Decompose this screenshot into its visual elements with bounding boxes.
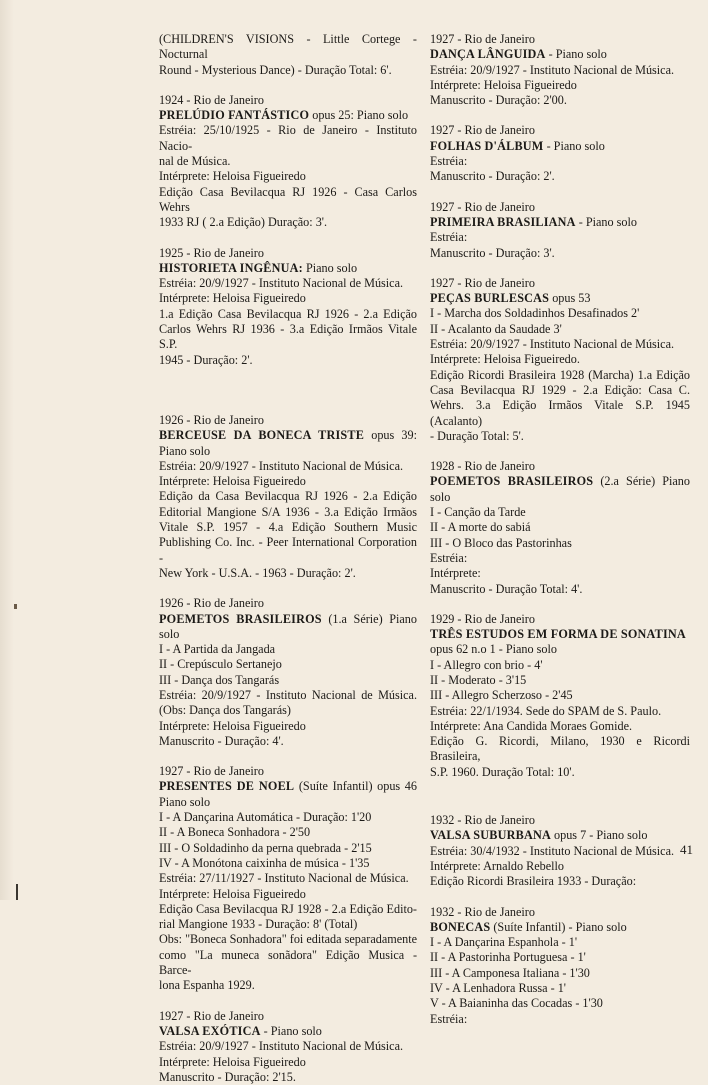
entry-title: TRÊS ESTUDOS EM FORMA DE SONATINA — [430, 627, 686, 642]
entry-detail-line: I - Canção da Tarde — [430, 505, 526, 520]
entry-year-place: 1927 - Rio de Janeiro — [430, 199, 535, 214]
entry-instrumentation: - Piano solo — [575, 214, 637, 229]
entry-instrumentation: (1.a Série) Piano solo — [159, 611, 417, 641]
catalog-entry — [430, 813, 690, 889]
entry-detail-line: 1933 RJ ( 2.a Edição) Duração: 3'. — [159, 215, 328, 230]
catalog-entry — [430, 200, 690, 261]
entry-detail-line: rial Mangione 1933 - Duração: 8' (Total) — [159, 917, 358, 932]
entry-detail-line: Estréia: 20/9/1927 - Instituto Nacional de Música. — [159, 276, 404, 291]
entry-title: PRESENTES DE NOEL — [159, 779, 295, 794]
entry-detail-line: Estréia: — [430, 230, 468, 245]
entry-title: HISTORIETA INGÊNUA: — [159, 260, 303, 275]
catalog-entry — [159, 764, 417, 993]
entry-detail-line: Manuscrito - Duração: 2'00. — [430, 93, 567, 108]
entry-detail-line: Intérprete: — [430, 566, 481, 581]
entry-detail-line: Edição da Casa Bevilacqua RJ 1926 - 2.a Edição — [159, 489, 417, 504]
entry-detail-line: Casa Bevilacqua RJ 1929 - 2.a Edição: Casa C. — [430, 382, 690, 397]
entry-detail-line: lona Espanha 1929. — [159, 978, 255, 993]
entry-detail-line: Edição Casa Bevilacqua RJ 1928 - 2.a Edição Edito- — [159, 901, 417, 916]
entry-detail-line: Intérprete: Heloisa Figueiredo — [159, 169, 306, 184]
entry-detail-line: Estréia: 22/1/1934. Sede do SPAM de S. Paulo. — [430, 703, 662, 718]
entry-heading — [430, 215, 690, 230]
catalog-entry — [159, 32, 417, 78]
entry-heading — [430, 828, 690, 843]
entry-instrumentation: opus 25: Piano solo — [309, 108, 409, 123]
catalog-entry — [159, 1009, 417, 1085]
entry-detail-line: Manuscrito - Duração: 2'. — [430, 169, 555, 184]
entry-instrumentation: (Suíte Infantil) - Piano solo — [490, 919, 627, 934]
entry-year-place: 1932 - Rio de Janeiro — [430, 904, 535, 919]
entry-heading — [159, 261, 417, 276]
entry-title: BERCEUSE DA BONECA TRISTE — [159, 428, 365, 443]
entry-year-place: 1932 - Rio de Janeiro — [430, 813, 535, 828]
entry-heading — [430, 627, 690, 642]
entry-detail-line: Edição Ricordi Brasileira 1933 - Duração: — [430, 874, 637, 889]
entry-detail-line: II - Acalanto da Saudade 3' — [430, 321, 562, 336]
entry-detail-line: V - A Baianinha das Cocadas - 1'30 — [430, 996, 603, 1011]
entry-title: VALSA SUBURBANA — [430, 828, 551, 843]
entry-title: DANÇA LÂNGUIDA — [430, 47, 546, 62]
catalog-entry — [430, 276, 690, 444]
entry-detail-line: - Duração Total: 5'. — [430, 428, 524, 443]
entry-detail-line: Estréia: — [430, 550, 468, 565]
entry-year-place: 1927 - Rio de Janeiro — [430, 275, 535, 290]
catalog-entry — [159, 413, 417, 581]
entry-detail-line: Intérprete: Heloisa Figueiredo — [430, 77, 577, 92]
entry-detail-line: Estréia: 25/10/1925 - Rio de Janeiro - Instituto Nacio- — [159, 123, 417, 153]
catalog-entry — [430, 905, 690, 1027]
entry-detail-line: Intérprete: Heloisa Figueiredo — [159, 291, 306, 306]
left-column — [159, 32, 417, 1085]
entry-detail-line: Manuscrito - Duração Total: 4'. — [430, 581, 583, 596]
entry-detail-line: I - A Dançarina Automática - Duração: 1'20 — [159, 810, 372, 825]
entry-detail-line: I - Marcha dos Soldadinhos Desafinados 2' — [430, 306, 640, 321]
entry-heading — [430, 47, 690, 62]
entry-detail-line: II - A morte do sabiá — [430, 520, 531, 535]
entry-instrumentation: Piano solo — [302, 260, 358, 275]
entry-instrumentation: opus 39: Piano solo — [159, 428, 417, 458]
entry-heading — [159, 108, 417, 123]
entry-heading — [430, 474, 690, 505]
entry-detail-line: III - O Bloco das Pastorinhas — [430, 535, 572, 550]
entry-detail-line: (Obs: Dança dos Tangarás) — [159, 703, 291, 718]
entry-detail-line: Vitale S.P. 1957 - 4.a Edição Southern Music — [159, 520, 417, 535]
entry-detail-line: Edição Ricordi Brasileira 1928 (Marcha) 1.a Edição — [430, 367, 690, 382]
entry-instrumentation: - Piano solo — [543, 138, 605, 153]
entry-detail-line: Estréia: 20/9/1927 - Instituto Nacional de Música. — [159, 458, 404, 473]
page-number: 41 — [680, 842, 693, 857]
entry-instrumentation: (2.a Série) Piano solo — [430, 474, 690, 504]
entry-heading — [430, 139, 690, 154]
entry-heading — [159, 428, 417, 459]
entry-title: FOLHAS D'ÁLBUM — [430, 138, 544, 153]
entry-detail-line: Carlos Wehrs RJ 1936 - 3.a Edição Irmãos Vitale S.P. — [159, 322, 417, 352]
entry-detail-line: Estréia: 20/9/1927 - Instituto Nacional de Música. — [159, 687, 417, 702]
entry-detail-line: Estréia: 20/9/1927 - Instituto Nacional de Música. — [430, 62, 675, 77]
entry-detail-line: I - A Partida da Jangada — [159, 642, 276, 657]
entry-detail-line: Manuscrito - Duração: 4'. — [159, 733, 284, 748]
entry-detail-line: Estréia: — [430, 154, 468, 169]
catalog-entry — [159, 596, 417, 749]
entry-detail-line: Intérprete: Heloisa Figueiredo — [159, 886, 306, 901]
entry-detail-line: 1.a Edição Casa Bevilacqua RJ 1926 - 2.a Edição — [159, 306, 417, 321]
entry-detail-line: II - Moderato - 3'15 — [430, 672, 527, 687]
entry-detail-line: Estréia: — [430, 1011, 468, 1026]
entry-detail-line: New York - U.S.A. - 1963 - Duração: 2'. — [159, 565, 356, 580]
entry-detail-line: Edição G. Ricordi, Milano, 1930 e Ricordi Brasileira, — [430, 734, 690, 764]
entry-title: POEMETOS BRASILEIROS — [159, 611, 322, 626]
entry-instrumentation: opus 7 - Piano solo — [550, 828, 648, 843]
entry-heading — [430, 920, 690, 935]
entry-detail-line: Estréia: 20/9/1927 - Instituto Nacional de Música. — [159, 1039, 404, 1054]
entry-year-place: 1927 - Rio de Janeiro — [159, 764, 264, 779]
entry-detail-line: Wehrs. 3.a Edição Irmãos Vitale S.P. 1945 (Acalanto) — [430, 398, 690, 428]
entry-detail-line: Intérprete: Heloisa Figueiredo — [159, 474, 306, 489]
entry-detail-line: Round - Mysterious Dance) - Duração Total: 6'. — [159, 62, 392, 77]
entry-detail-line: Intérprete: Heloisa Figueiredo. — [430, 352, 580, 367]
entry-year-place: 1928 - Rio de Janeiro — [430, 459, 535, 474]
entry-detail-line: III - A Camponesa Italiana - 1'30 — [430, 965, 590, 980]
entry-detail-line: III - O Soldadinho da perna quebrada - 2'15 — [159, 840, 372, 855]
entry-instrumentation: opus 53 — [549, 291, 591, 306]
entry-heading — [159, 1024, 417, 1039]
entry-year-place: 1927 - Rio de Janeiro — [430, 32, 535, 46]
entry-heading — [430, 291, 690, 306]
catalog-entry — [430, 123, 690, 184]
margin-bar — [16, 884, 18, 900]
entry-detail-line: Estréia: 20/9/1927 - Instituto Nacional de Música. — [430, 337, 675, 352]
entry-year-place: 1925 - Rio de Janeiro — [159, 245, 264, 260]
entry-title: PEÇAS BURLESCAS — [430, 291, 550, 306]
entry-detail-line: III - Dança dos Tangarás — [159, 672, 280, 687]
catalog-entry — [159, 93, 417, 231]
entry-detail-line: I - Allegro con brio - 4' — [430, 657, 543, 672]
entry-detail-line: II - A Pastorinha Portuguesa - 1' — [430, 950, 586, 965]
entry-detail-line: Obs: "Boneca Sonhadora" foi editada separadamente — [159, 932, 418, 947]
entry-detail-line: IV - A Monótona caixinha de música - 1'35 — [159, 855, 370, 870]
entry-detail-line: II - Crepúsculo Sertanejo — [159, 657, 282, 672]
entry-year-place: 1927 - Rio de Janeiro — [159, 1008, 264, 1023]
entry-detail-line: Edição Casa Bevilacqua RJ 1926 - Casa Carlos Wehrs — [159, 184, 417, 214]
entry-year-place: 1926 - Rio de Janeiro — [159, 596, 264, 611]
right-column — [430, 32, 690, 1027]
catalog-entry — [430, 612, 690, 780]
entry-title: POEMETOS BRASILEIROS — [430, 474, 594, 489]
entry-detail-line: I - A Dançarina Espanhola - 1' — [430, 935, 578, 950]
entry-detail-line: III - Allegro Scherzoso - 2'45 — [430, 688, 573, 703]
entry-detail-line: Intérprete: Heloisa Figueiredo — [159, 1054, 306, 1069]
entry-detail-line: Publishing Co. Inc. - Peer International Corporation - — [159, 535, 417, 565]
entry-detail-line: Intérprete: Heloisa Figueiredo — [159, 718, 306, 733]
entry-detail-line: opus 62 n.o 1 - Piano solo — [430, 642, 557, 657]
entry-detail-line: IV - A Lenhadora Russa - 1' — [430, 981, 567, 996]
catalog-entry — [430, 32, 690, 108]
entry-instrumentation: - Piano solo — [545, 47, 607, 62]
catalog-entry — [159, 246, 417, 368]
entry-detail-line: 1945 - Duração: 2'. — [159, 352, 253, 367]
entry-detail-line: como "La muneca sonãdora" Edição Musica - Barce- — [159, 947, 417, 978]
entry-detail-line: (CHILDREN'S VISIONS - Little Cortege - Nocturnal — [159, 32, 417, 62]
entry-detail-line: Editorial Mangione S/A 1936 - 3.a Edição Irmãos — [159, 504, 417, 519]
entry-heading — [159, 779, 417, 810]
entry-title: PRELÚDIO FANTÁSTICO — [159, 108, 310, 123]
entry-year-place: 1924 - Rio de Janeiro — [159, 92, 264, 107]
catalog-entry — [430, 459, 690, 597]
entry-detail-line: S.P. 1960. Duração Total: 10'. — [430, 764, 575, 779]
page-edge-shadow — [0, 0, 14, 900]
entry-detail-line: II - A Boneca Sonhadora - 2'50 — [159, 825, 311, 840]
entry-detail-line: Manuscrito - Duração: 3'. — [430, 245, 555, 260]
entry-year-place: 1927 - Rio de Janeiro — [430, 123, 535, 138]
entry-detail-line: Estréia: 27/11/1927 - Instituto Nacional de Música. — [159, 871, 409, 886]
entry-detail-line: Intérprete: Arnaldo Rebello — [430, 858, 565, 873]
entry-title: VALSA EXÓTICA — [159, 1023, 261, 1038]
entry-detail-line: Manuscrito - Duração: 2'15. — [159, 1069, 296, 1084]
entry-year-place: 1926 - Rio de Janeiro — [159, 412, 264, 427]
entry-year-place: 1929 - Rio de Janeiro — [430, 611, 535, 626]
entry-instrumentation: - Piano solo — [260, 1023, 322, 1038]
entry-instrumentation: (Suíte Infantil) opus 46 Piano solo — [159, 779, 417, 809]
entry-title: BONECAS — [430, 919, 491, 934]
entry-detail-line: Intérprete: Ana Candida Moraes Gomide. — [430, 718, 633, 733]
margin-mark — [14, 604, 17, 609]
entry-detail-line: nal de Música. — [159, 154, 231, 169]
entry-heading — [159, 612, 417, 643]
entry-detail-line: Estréia: 30/4/1932 - Instituto Nacional de Música. — [430, 843, 675, 858]
entry-title: PRIMEIRA BRASILIANA — [430, 214, 576, 229]
